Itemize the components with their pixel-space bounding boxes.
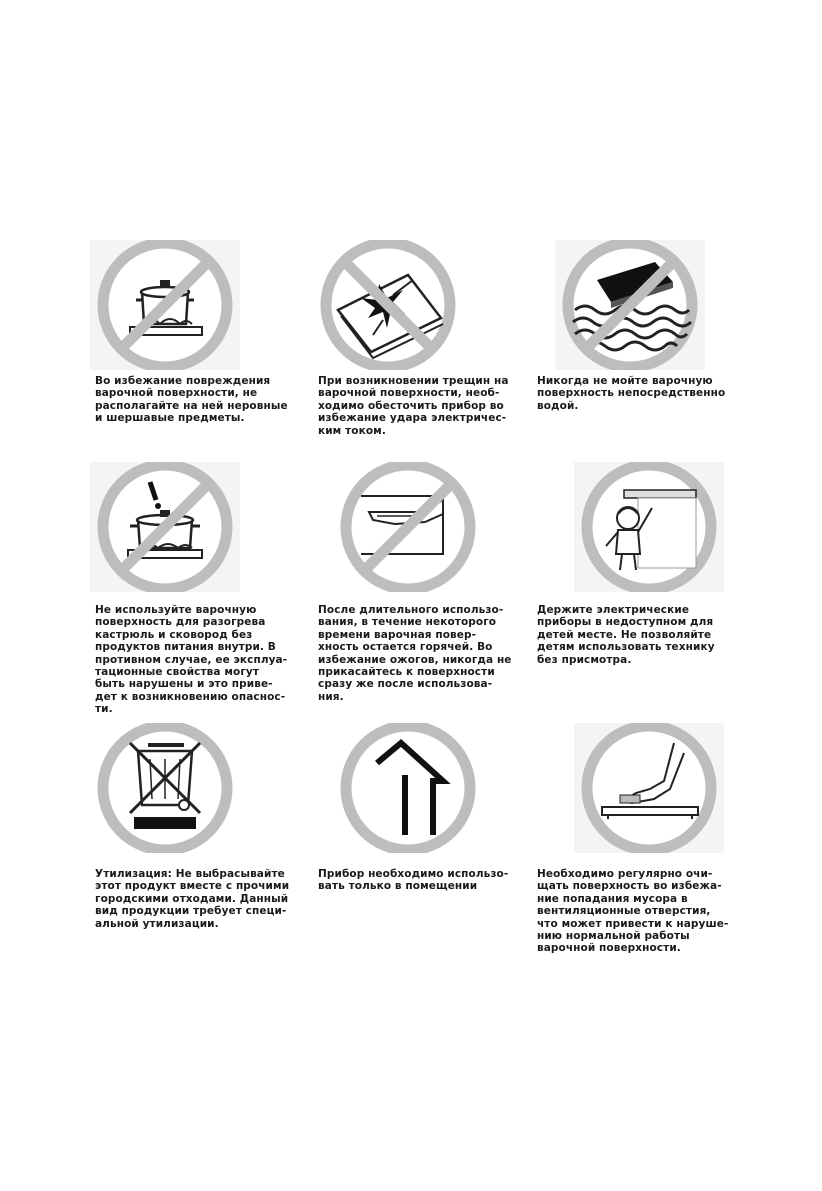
warning-caption: Прибор необходимо использо- вать только в помещении <box>318 868 509 893</box>
warning-caption: При возникновении трещин на варочной поверхности, необ- ходимо обесточить прибор во избежание удара электричес- ким током. <box>318 375 509 437</box>
warning-caption: Утилизация: Не выбрасывайте этот продукт вместе с прочими городскими отходами. Данный вид продукции требует специ- альной утилизации. <box>95 868 290 930</box>
warning-caption: После длительного использо- вания, в течение некоторого времени варочная повер- хность остается горячей. Во избежание ожогов, никогда не прикасайтесь к поверхности сразу же после использова- ния. <box>318 604 512 703</box>
warning-caption: Не используйте варочную поверхность для разогрева кастрюль и сковород без продуктов питания внутри. В противном случае, ее эксплуа- тационные свойства могут быть нарушены и это приве- дет к возникновению опаснос- ти. <box>95 604 288 716</box>
hot-surface-hand-icon <box>333 462 483 592</box>
rough-object-on-hob-icon <box>90 240 240 370</box>
indoor-use-house-icon <box>333 723 483 853</box>
warning-caption: Необходимо регулярно очи- щать поверхность во избежа- ние попадания мусора в вентиляционные отверстия, что может привести к наруше- нию нормальной работы варочной поверхности. <box>537 868 729 955</box>
child-near-appliance-icon <box>574 462 724 592</box>
warning-caption: Держите электрические приборы в недоступном для детей месте. Не позволяйте детям использовать технику без присмотра. <box>537 604 715 666</box>
warning-caption: Во избежание повреждения варочной поверхности, не располагайте на ней неровные и шершавые предметы. <box>95 375 288 425</box>
cleaning-hob-hand-icon <box>574 723 724 853</box>
warning-caption: Никогда не мойте варочную поверхность непосредственно водой. <box>537 375 726 412</box>
cracked-surface-icon <box>313 240 463 370</box>
crossed-bin-icon <box>90 723 240 853</box>
empty-pot-heating-icon <box>90 462 240 592</box>
hob-in-water-icon <box>555 240 705 370</box>
